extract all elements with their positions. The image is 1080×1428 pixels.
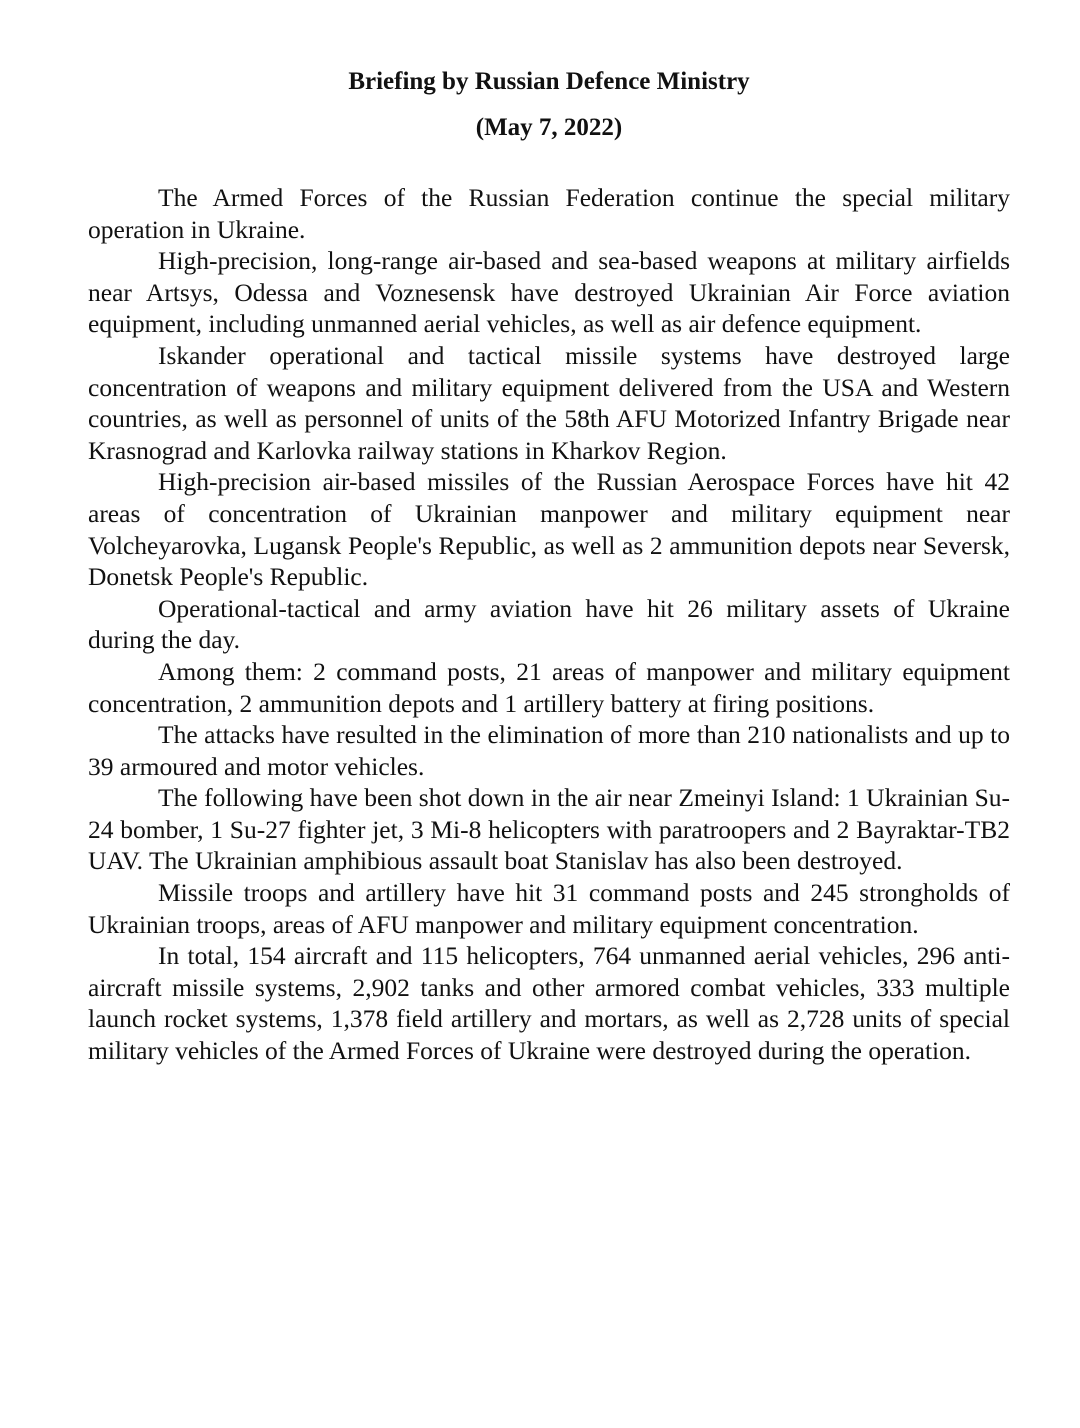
paragraph: In total, 154 aircraft and 115 helicopters, 764 unmanned aerial vehicles, 296 anti-aircraft missile systems, 2,902 tanks and other armored combat vehicles, 333 multiple launch rocket systems, 1,378 field artillery and mortars, as well as 2,728 units of special military vehicles of the Armed Forces of Ukraine were destroyed during the operation. [88, 941, 1010, 1066]
paragraph: Missile troops and artillery have hit 31 command posts and 245 strongholds of Ukrainian troops, areas of AFU manpower and military equipment concentration. [88, 878, 1010, 939]
document-title: Briefing by Russian Defence Ministry [348, 68, 750, 95]
document-date: (May 7, 2022) [475, 114, 623, 141]
document-page [88, 62, 1010, 1067]
paragraph: High-precision, long-range air-based and sea-based weapons at military airfields near Artsys, Odessa and Voznesensk have destroyed Ukrainian Air Force aviation equipment, including unmanned aerial vehicles, as well as air defence equipment. [88, 246, 1010, 339]
paragraph: Operational-tactical and army aviation have hit 26 military assets of Ukraine during the day. [88, 593, 1010, 655]
paragraph: The following have been shot down in the air near Zmeinyi Island: 1 Ukrainian Su-24 bomber, 1 Su-27 fighter jet, 3 Mi-8 helicopters with paratroopers and 2 Bayraktar-TB2 UAV. The Ukrainian amphibious assault boat Stanislav has also been destroyed. [88, 783, 1010, 876]
document-body [88, 182, 1010, 1067]
paragraph: The Armed Forces of the Russian Federation continue the special military operation in Ukraine. [88, 183, 1010, 244]
paragraph: High-precision air-based missiles of the Russian Aerospace Forces have hit 42 areas of concentration of Ukrainian manpower and military equipment near Volcheyarovka, Lugansk People's Republic, as well as 2 ammunition depots near Seversk, Donetsk People's Republic. [88, 467, 1010, 592]
paragraph: The attacks have resulted in the elimination of more than 210 nationalists and up to 39 armoured and motor vehicles. [88, 720, 1010, 781]
paragraph: Among them: 2 command posts, 21 areas of manpower and military equipment concentration, 2 ammunition depots and 1 artillery battery at firing positions. [88, 656, 1010, 718]
paragraph: Iskander operational and tactical missile systems have destroyed large concentration of weapons and military equipment delivered from the USA and Western countries, as well as personnel of units of the 58th AFU Motorized Infantry Brigade near Krasnograd and Karlovka railway stations in Kharkov Region. [88, 340, 1010, 465]
